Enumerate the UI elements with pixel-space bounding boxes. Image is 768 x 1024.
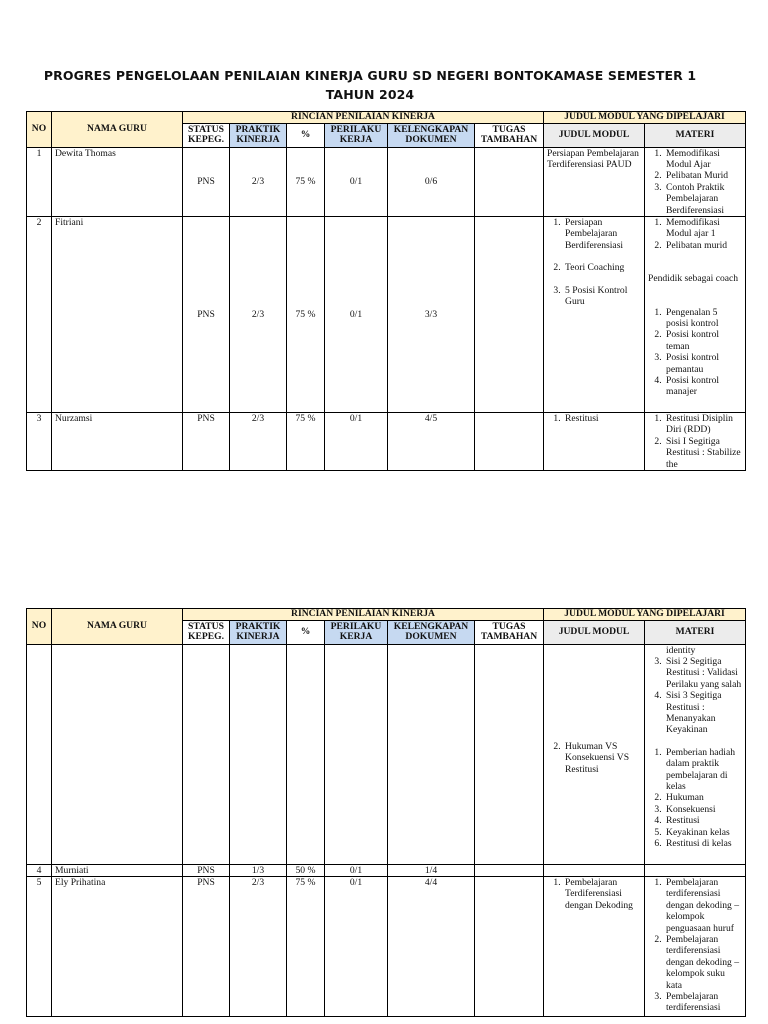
cell-no: 3 [27,412,52,470]
header-persen: % [287,123,325,147]
list-item: 1. Memodifikasi Modul ajar 1 [664,217,742,240]
cell-judul-modul [544,216,645,412]
cell-praktik: 2/3 [230,412,287,470]
list-item: 3. Pembelajaran terdiferensiasi [664,991,742,1014]
cell-materi [645,864,746,876]
list-item: 2. Teori Coaching [563,262,641,273]
cell-status: PNS [183,412,230,470]
list-item: 3. Contoh Praktik Pembelajaran Berdiferensiasi [664,182,742,216]
list-item: 1. Pemberian hadiah dalam praktik pembelajaran di kelas [664,747,742,793]
cell-materi [645,412,746,470]
cell-nama: Fitriani [52,216,183,412]
cell-status: PNS [183,876,230,1016]
header-tugas: TUGAS TAMBAHAN [475,620,544,644]
header-judul-modul: JUDUL MODUL [544,123,645,147]
cell-praktik: 2/3 [230,216,287,412]
header-rincian-penilaian: RINCIAN PENILAIAN KINERJA [183,609,544,621]
list-item: 3. Posisi kontrol pemantau [664,352,742,375]
cell-praktik: 2/3 [230,147,287,216]
list-item: 3. 5 Posisi Kontrol Guru [563,285,641,308]
cell-kelengkapan: 4/5 [388,412,475,470]
list-item: 2. Pelibatan murid [664,240,742,251]
header-status: STATUS KEPEG. [183,123,230,147]
header-kelengkapan: KELENGKAPAN DOKUMEN [388,620,475,644]
list-item: 4. Sisi 3 Segitiga Restitusi : Menanyakan Keyakinan [664,690,742,736]
list-item: 5. Keyakinan kelas [664,827,742,838]
cell-materi [645,216,746,412]
cell-persen: 50 % [287,864,325,876]
header-judul-modul: JUDUL MODUL [544,620,645,644]
table-row [27,864,746,876]
header-rincian-penilaian: RINCIAN PENILAIAN KINERJA [183,112,544,124]
cell-praktik: 1/3 [230,864,287,876]
header-kelengkapan: KELENGKAPAN DOKUMEN [388,123,475,147]
cell-perilaku: 0/1 [325,864,388,876]
cell-perilaku: 0/1 [325,876,388,1016]
header-nama-guru: NAMA GURU [52,112,183,148]
cell-nama: Nurzamsi [52,412,183,470]
cell-no: 5 [27,876,52,1016]
cell-persen: 75 % [287,876,325,1016]
cell-materi [645,876,746,1016]
cell-persen: 75 % [287,147,325,216]
list-item: 1. Pengenalan 5 posisi kontrol [664,307,742,330]
header-persen: % [287,620,325,644]
header-no: NO [27,112,52,148]
kinerja-table-part-1 [26,111,746,471]
list-item: 2. Posisi kontrol teman [664,329,742,352]
header-materi: MATERI [645,123,746,147]
cell-perilaku: 0/1 [325,412,388,470]
cell-tugas [475,876,544,1016]
header-status: STATUS KEPEG. [183,620,230,644]
cell-kelengkapan: 1/4 [388,864,475,876]
list-item: 1. Pembelajaran terdiferensiasi dengan dekoding – kelompok penguasaan huruf [664,877,742,934]
header-nama-guru: NAMA GURU [52,609,183,645]
list-item: 1. Persiapan Pembelajaran Berdiferensiasi [563,217,641,251]
table-row [27,412,746,470]
header-no: NO [27,609,52,645]
cell-no: 1 [27,147,52,216]
header-judul-modul-group: JUDUL MODUL YANG DIPELAJARI [544,112,746,124]
cell-materi [645,644,746,864]
list-item: 3. Sisi 2 Segitiga Restitusi : Validasi Perilaku yang salah [664,656,742,690]
cell-status: PNS [183,147,230,216]
materi-plain-text: identity [666,644,696,656]
cell-no: 4 [27,864,52,876]
list-item: 2. Pembelajaran terdiferensiasi dengan dekoding – kelompok suku kata [664,934,742,991]
list-item: 4. Restitusi [664,815,742,826]
list-item: 2. Hukuman [664,792,742,803]
table-row [27,216,746,412]
list-item: 1. Pembelajaran Terdiferensiasi dengan Dekoding [563,877,641,911]
cell-perilaku: 0/1 [325,216,388,412]
list-item: 2. Sisi I Segitiga Restitusi : Stabilize the [664,436,742,470]
cell-praktik: 2/3 [230,876,287,1016]
cell-persen: 75 % [287,412,325,470]
cell-tugas [475,147,544,216]
header-praktik: PRAKTIK KINERJA [230,123,287,147]
cell-persen: 75 % [287,216,325,412]
list-item: 1. Restitusi [563,413,641,424]
cell-judul-modul [544,864,645,876]
cell-status: PNS [183,216,230,412]
list-item: 2. Pelibatan Murid [664,170,742,181]
document-title: PROGRES PENGELOLAAN PENILAIAN KINERJA GURU SD NEGERI BONTOKAMASE SEMESTER 1 TAHUN 2024 [43,68,697,102]
table-row-continuation [27,644,746,864]
header-perilaku: PERILAKU KERJA [325,123,388,147]
cell-tugas [475,216,544,412]
cell-judul-modul [544,644,645,864]
header-perilaku: PERILAKU KERJA [325,620,388,644]
judul-modul-text: Persiapan Pembelajaran Terdiferensiasi PAUD [547,147,639,170]
cell-status: PNS [183,864,230,876]
cell-tugas [475,412,544,470]
cell-no: 2 [27,216,52,412]
header-materi: MATERI [645,620,746,644]
cell-judul-modul [544,876,645,1016]
list-item: 1. Restitusi Disiplin Diri (RDD) [664,413,742,436]
list-item: 4. Posisi kontrol manajer [664,375,742,398]
list-item: 1. Memodifikasi Modul Ajar [664,148,742,171]
cell-kelengkapan: 4/4 [388,876,475,1016]
cell-nama: Dewita Thomas [52,147,183,216]
cell-perilaku: 0/1 [325,147,388,216]
header-judul-modul-group: JUDUL MODUL YANG DIPELAJARI [544,609,746,621]
header-praktik: PRAKTIK KINERJA [230,620,287,644]
cell-materi [645,147,746,216]
cell-kelengkapan: 3/3 [388,216,475,412]
list-item: 2. Hukuman VS Konsekuensi VS Restitusi [563,741,641,775]
cell-judul-modul [544,412,645,470]
kinerja-table-part-2 [26,608,746,1017]
header-tugas: TUGAS TAMBAHAN [475,123,544,147]
cell-kelengkapan: 0/6 [388,147,475,216]
materi-plain-text: Pendidik sebagai coach [648,273,739,285]
cell-nama: Ely Prihatina [52,876,183,1016]
list-item: 6. Restitusi di kelas [664,838,742,849]
table-row [27,147,746,216]
table-row [27,876,746,1016]
cell-tugas [475,864,544,876]
cell-nama: Murniati [52,864,183,876]
list-item: 3. Konsekuensi [664,804,742,815]
cell-judul-modul [544,147,645,216]
